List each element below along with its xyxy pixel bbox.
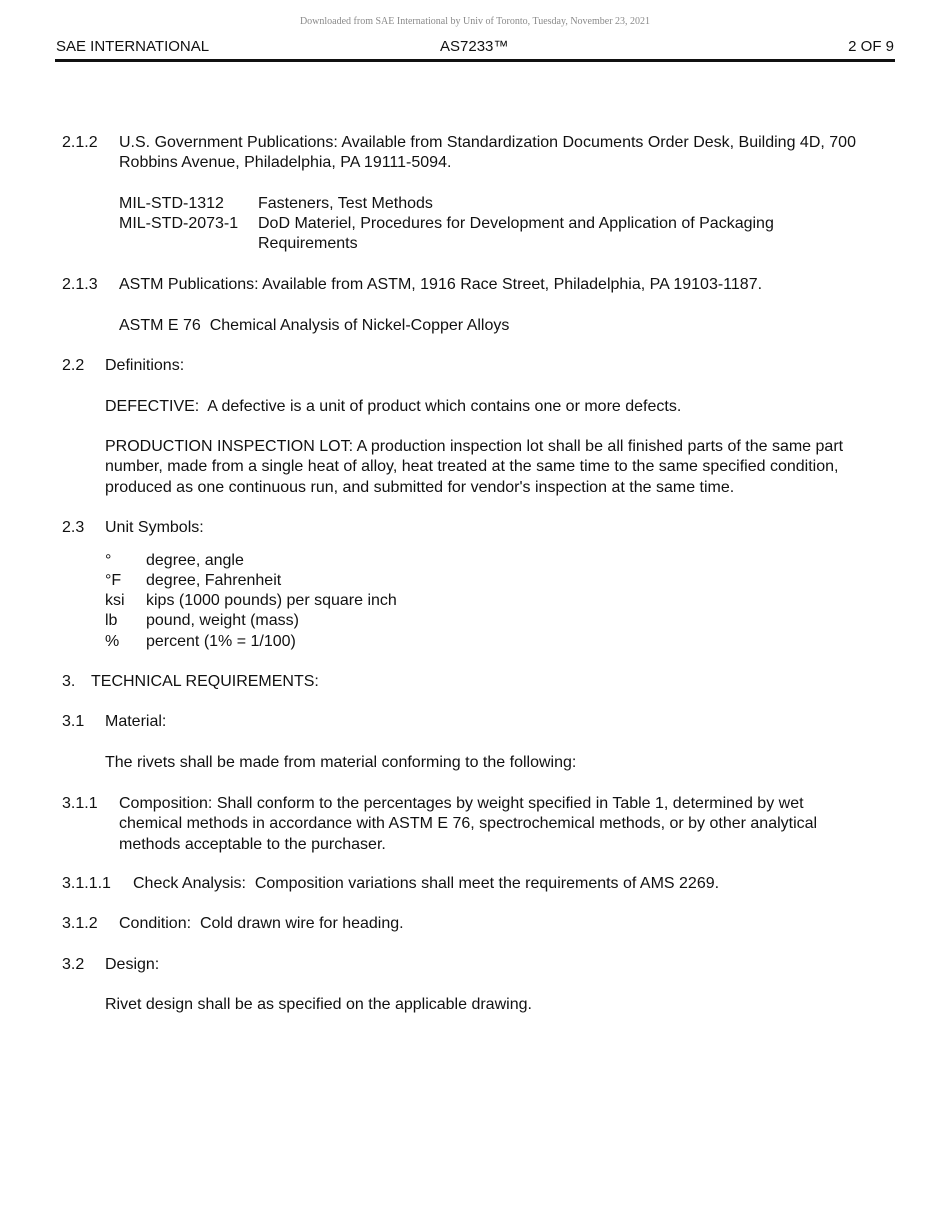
section-title: Definitions: [105,357,185,374]
definition-defective: DEFECTIVE: A defective is a unit of product which contains one or more defects. [105,398,682,415]
section-text: Check Analysis: Composition variations shall meet the requirements of AMS 2269. [133,875,720,892]
section-title: Unit Symbols: [105,519,204,536]
header-page-number: 2 OF 9 [848,38,894,55]
reference-code: MIL-STD-2073-1 [119,215,239,232]
unit-symbol: ° [105,552,112,569]
section-number: 3.1.1 [62,795,98,812]
section-text: ASTM Publications: Available from ASTM, 1916 Race Street, Philadelphia, PA 19103-1187. [119,276,763,293]
section-number: 2.1.3 [62,276,98,293]
section-number: 2.1.2 [62,134,98,151]
unit-description: degree, angle [146,552,244,569]
section-number: 2.3 [62,519,85,536]
section-text: Condition: Cold drawn wire for heading. [119,915,404,932]
unit-symbol: ksi [105,592,125,609]
reference-code: MIL-STD-1312 [119,195,224,212]
section-number: 2.2 [62,357,85,374]
unit-description: degree, Fahrenheit [146,572,282,589]
reference-title: Fasteners, Test Methods [258,195,433,212]
section-text: Composition: Shall conform to the percentages by weight specified in Table 1, determined by wet chemical methods in accordance with ASTM E 76, spectrochemical methods, or by other analytical methods acceptable to the purchaser. [119,795,818,853]
header-document-id: AS7233™ [440,38,509,55]
unit-symbol: lb [105,612,118,629]
section-number: 3.1 [62,713,85,730]
unit-description: kips (1000 pounds) per square inch [146,592,397,609]
section-title: Material: [105,713,167,730]
header-organization: SAE INTERNATIONAL [56,38,210,55]
unit-description: pound, weight (mass) [146,612,299,629]
section-title: Design: [105,956,160,973]
download-watermark: Downloaded from SAE International by Univ of Toronto, Tuesday, November 23, 2021 [299,16,651,27]
unit-symbol: % [105,633,120,650]
section-text: Rivet design shall be as specified on the applicable drawing. [105,996,532,1013]
definition-production-lot: PRODUCTION INSPECTION LOT: A production inspection lot shall be all finished parts of the same part number, made from a single heat of alloy, heat treated at the same time to the same specified condition, produced as one continuous run, and submitted for vendor's inspection at the same time. [105,438,844,496]
section-number: 3.2 [62,956,85,973]
section-number: 3.1.2 [62,915,98,932]
section-number: 3. [62,673,76,690]
section-number: 3.1.1.1 [62,875,111,892]
section-text: The rivets shall be made from material conforming to the following: [105,754,577,771]
reference-title: DoD Materiel, Procedures for Development and Application of Packaging Requirements [258,215,774,253]
header-rule [55,59,895,62]
unit-description: percent (1% = 1/100) [146,633,296,650]
unit-symbol: °F [105,572,122,589]
section-text: U.S. Government Publications: Available from Standardization Documents Order Desk, Building 4D, 700 Robbins Avenue, Philadelphia, PA 19111-5094. [119,134,856,172]
reference-entry: ASTM E 76 Chemical Analysis of Nickel-Copper Alloys [119,317,510,334]
section-title: TECHNICAL REQUIREMENTS: [91,673,319,690]
